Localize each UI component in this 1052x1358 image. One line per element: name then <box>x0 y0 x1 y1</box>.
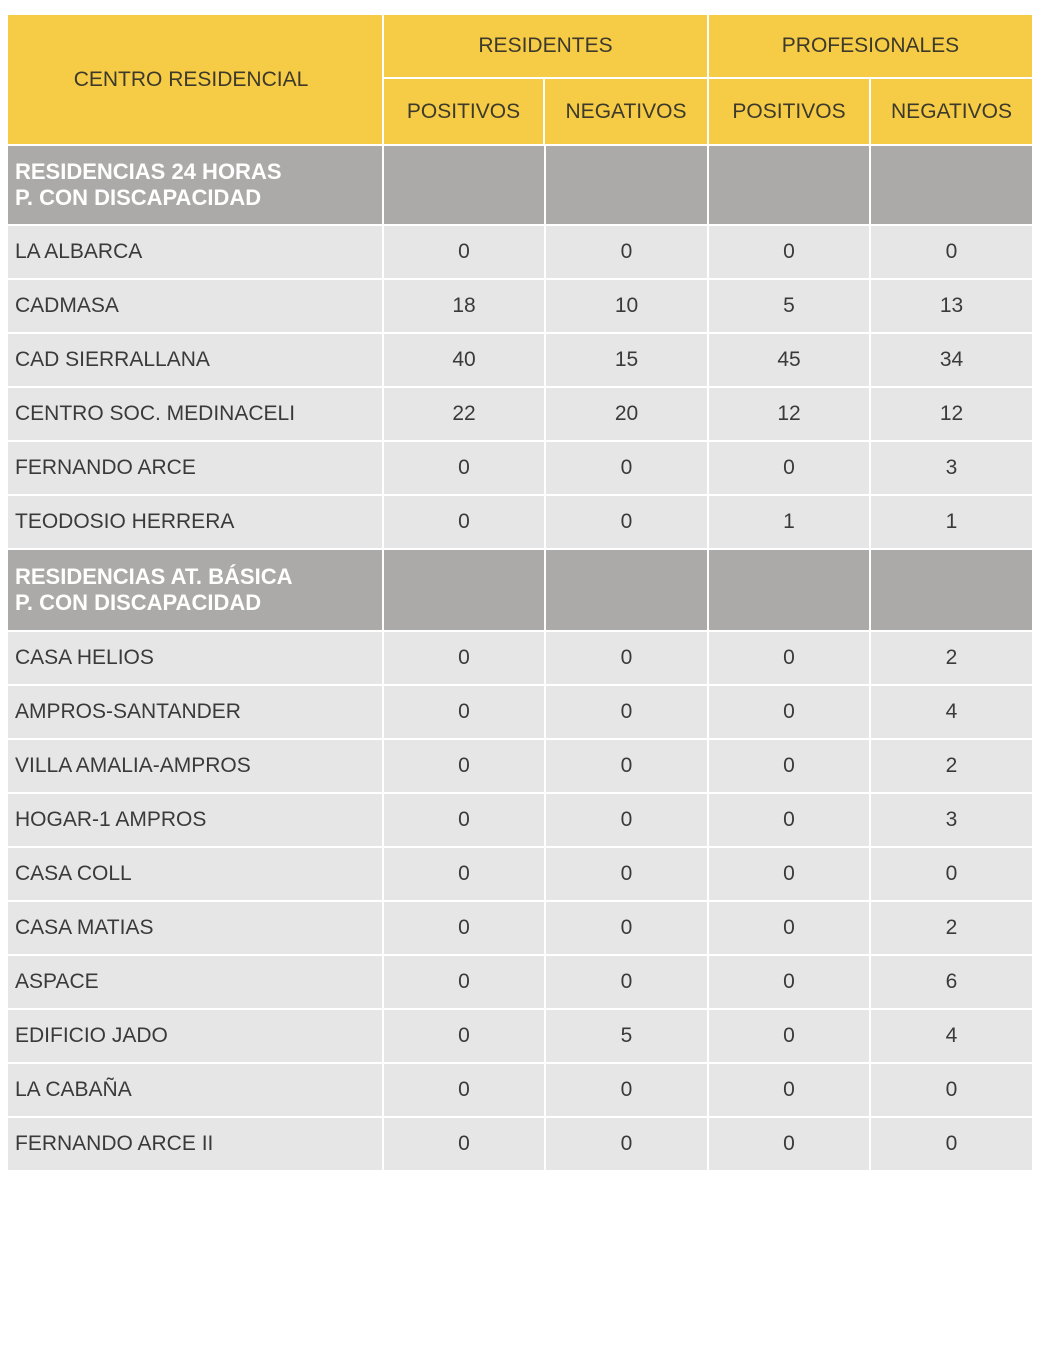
profesionales-negativos-cell: 3 <box>945 456 958 479</box>
section-title <box>8 550 384 630</box>
center-name-cell: TEODOSIO HERRERA <box>8 496 384 548</box>
residentes-negativos-cell: 0 <box>546 794 709 846</box>
residentes-negativos-cell: 15 <box>546 334 709 386</box>
residentes-negativos-cell: 0 <box>546 1064 709 1116</box>
section-empty-cell <box>384 146 546 224</box>
profesionales-negativos-cell: 6 <box>945 970 958 993</box>
table-row <box>8 956 1032 1010</box>
profesionales-negativos-cell: 4 <box>945 700 958 723</box>
residentes-positivos-cell: 0 <box>384 848 546 900</box>
profesionales-positivos-cell: 0 <box>709 956 871 1008</box>
residentes-positivos-cell: 0 <box>384 686 546 738</box>
center-name-cell: AMPROS-SANTANDER <box>8 686 384 738</box>
header-profesionales-positivos: POSITIVOS <box>709 79 871 144</box>
section-title-line2: P. CON DISCAPACIDAD <box>15 185 262 210</box>
table-row <box>8 1010 1032 1064</box>
profesionales-negativos-cell: 4 <box>945 1024 958 1047</box>
residentes-negativos-cell: 0 <box>546 956 709 1008</box>
center-name-cell: LA CABAÑA <box>8 1064 384 1116</box>
center-name-cell: FERNANDO ARCE II <box>8 1118 384 1170</box>
table-row <box>8 740 1032 794</box>
table-body <box>8 146 1032 1172</box>
residentes-negativos-cell: 0 <box>546 496 709 548</box>
profesionales-negativos-cell: 1 <box>945 510 958 533</box>
residentes-negativos-cell: 5 <box>546 1010 709 1062</box>
header-group-residentes <box>384 15 709 144</box>
profesionales-negativos-cell: 0 <box>945 240 958 263</box>
center-name-cell: CADMASA <box>8 280 384 332</box>
table-row <box>8 632 1032 686</box>
header-residentes-negativos: NEGATIVOS <box>565 99 687 123</box>
table-row <box>8 280 1032 334</box>
profesionales-negativos-cell: 0 <box>945 1078 958 1101</box>
residentes-negativos-cell: 10 <box>546 280 709 332</box>
residentes-negativos-cell: 0 <box>546 442 709 494</box>
center-name-cell: FERNANDO ARCE <box>8 442 384 494</box>
section-title-line1: RESIDENCIAS 24 HORAS <box>15 159 282 184</box>
profesionales-positivos-cell: 0 <box>709 226 871 278</box>
profesionales-negativos-cell: 34 <box>939 348 964 371</box>
center-name-cell: CASA MATIAS <box>8 902 384 954</box>
center-name-cell: CAD SIERRALLANA <box>8 334 384 386</box>
profesionales-positivos-cell: 45 <box>709 334 871 386</box>
residentes-negativos-cell: 0 <box>546 226 709 278</box>
profesionales-negativos-cell: 0 <box>945 862 958 885</box>
profesionales-positivos-cell: 0 <box>709 1118 871 1170</box>
section-empty-cell <box>709 550 871 630</box>
profesionales-negativos-cell: 2 <box>945 646 958 669</box>
table-row <box>8 902 1032 956</box>
residentes-negativos-cell: 0 <box>546 848 709 900</box>
section-empty-cell <box>871 146 1032 224</box>
profesionales-positivos-cell: 0 <box>709 442 871 494</box>
residentes-positivos-cell: 0 <box>384 496 546 548</box>
residentes-positivos-cell: 0 <box>384 1010 546 1062</box>
profesionales-positivos-cell: 0 <box>709 1010 871 1062</box>
center-name-cell: LA ALBARCA <box>8 226 384 278</box>
header-profesionales-subcolumns <box>709 79 1032 144</box>
residentes-negativos-cell: 0 <box>546 740 709 792</box>
table-row <box>8 334 1032 388</box>
residentes-positivos-cell: 18 <box>384 280 546 332</box>
header-group-profesionales <box>709 15 1032 144</box>
section-empty-cell <box>384 550 546 630</box>
header-centro-residencial: CENTRO RESIDENCIAL <box>8 15 384 144</box>
section-empty-cell <box>709 146 871 224</box>
residentes-positivos-cell: 0 <box>384 902 546 954</box>
profesionales-negativos-cell: 2 <box>945 916 958 939</box>
center-name-cell: CENTRO SOC. MEDINACELI <box>8 388 384 440</box>
residentes-positivos-cell: 0 <box>384 1064 546 1116</box>
section-header-row <box>8 146 1032 226</box>
residentes-positivos-cell: 0 <box>384 956 546 1008</box>
table-row <box>8 442 1032 496</box>
residentes-negativos-cell: 0 <box>546 902 709 954</box>
profesionales-positivos-cell: 0 <box>709 794 871 846</box>
residentes-positivos-cell: 0 <box>384 1118 546 1170</box>
profesionales-negativos-cell: 13 <box>939 294 964 317</box>
section-title-text <box>15 159 282 211</box>
header-residentes-label: RESIDENTES <box>384 15 707 79</box>
center-name-cell: ASPACE <box>8 956 384 1008</box>
residentes-positivos-cell: 0 <box>384 740 546 792</box>
center-name-cell: CASA HELIOS <box>8 632 384 684</box>
residentes-positivos-cell: 0 <box>384 632 546 684</box>
center-name-cell: VILLA AMALIA-AMPROS <box>8 740 384 792</box>
table-row <box>8 686 1032 740</box>
header-profesionales-negativos: NEGATIVOS <box>891 99 1012 123</box>
profesionales-positivos-cell: 0 <box>709 740 871 792</box>
table-row <box>8 794 1032 848</box>
profesionales-positivos-cell: 0 <box>709 1064 871 1116</box>
profesionales-positivos-cell: 0 <box>709 902 871 954</box>
profesionales-positivos-cell: 5 <box>709 280 871 332</box>
section-empty-cell <box>871 550 1032 630</box>
profesionales-negativos-cell: 12 <box>939 402 964 425</box>
table-row <box>8 388 1032 442</box>
section-empty-cell <box>546 146 709 224</box>
table-row <box>8 226 1032 280</box>
section-title-text <box>15 564 292 616</box>
residentes-negativos-cell: 0 <box>546 686 709 738</box>
profesionales-positivos-cell: 1 <box>709 496 871 548</box>
residentes-positivos-cell: 0 <box>384 442 546 494</box>
section-empty-cell <box>546 550 709 630</box>
residentes-positivos-cell: 22 <box>384 388 546 440</box>
center-name-cell: EDIFICIO JADO <box>8 1010 384 1062</box>
residential-centers-table <box>8 15 1032 1172</box>
residentes-positivos-cell: 0 <box>384 226 546 278</box>
center-name-cell: CASA COLL <box>8 848 384 900</box>
table-row <box>8 496 1032 550</box>
residentes-positivos-cell: 40 <box>384 334 546 386</box>
table-row <box>8 1118 1032 1172</box>
section-title-line2: P. CON DISCAPACIDAD <box>15 590 262 615</box>
header-residentes-positivos: POSITIVOS <box>384 79 545 144</box>
residentes-negativos-cell: 0 <box>546 632 709 684</box>
profesionales-positivos-cell: 12 <box>709 388 871 440</box>
section-header-row <box>8 550 1032 632</box>
center-name-cell: HOGAR-1 AMPROS <box>8 794 384 846</box>
residentes-negativos-cell: 20 <box>546 388 709 440</box>
profesionales-positivos-cell: 0 <box>709 686 871 738</box>
table-header <box>8 15 1032 146</box>
table-row <box>8 1064 1032 1118</box>
profesionales-negativos-cell: 2 <box>945 754 958 777</box>
header-profesionales-label: PROFESIONALES <box>709 15 1032 79</box>
residentes-positivos-cell: 0 <box>384 794 546 846</box>
section-title-line1: RESIDENCIAS AT. BÁSICA <box>15 564 293 589</box>
table-row <box>8 848 1032 902</box>
profesionales-negativos-cell: 0 <box>945 1132 958 1155</box>
header-residentes-subcolumns <box>384 79 707 144</box>
section-title <box>8 146 384 224</box>
profesionales-positivos-cell: 0 <box>709 848 871 900</box>
residentes-negativos-cell: 0 <box>546 1118 709 1170</box>
profesionales-negativos-cell: 3 <box>945 808 958 831</box>
profesionales-positivos-cell: 0 <box>709 632 871 684</box>
